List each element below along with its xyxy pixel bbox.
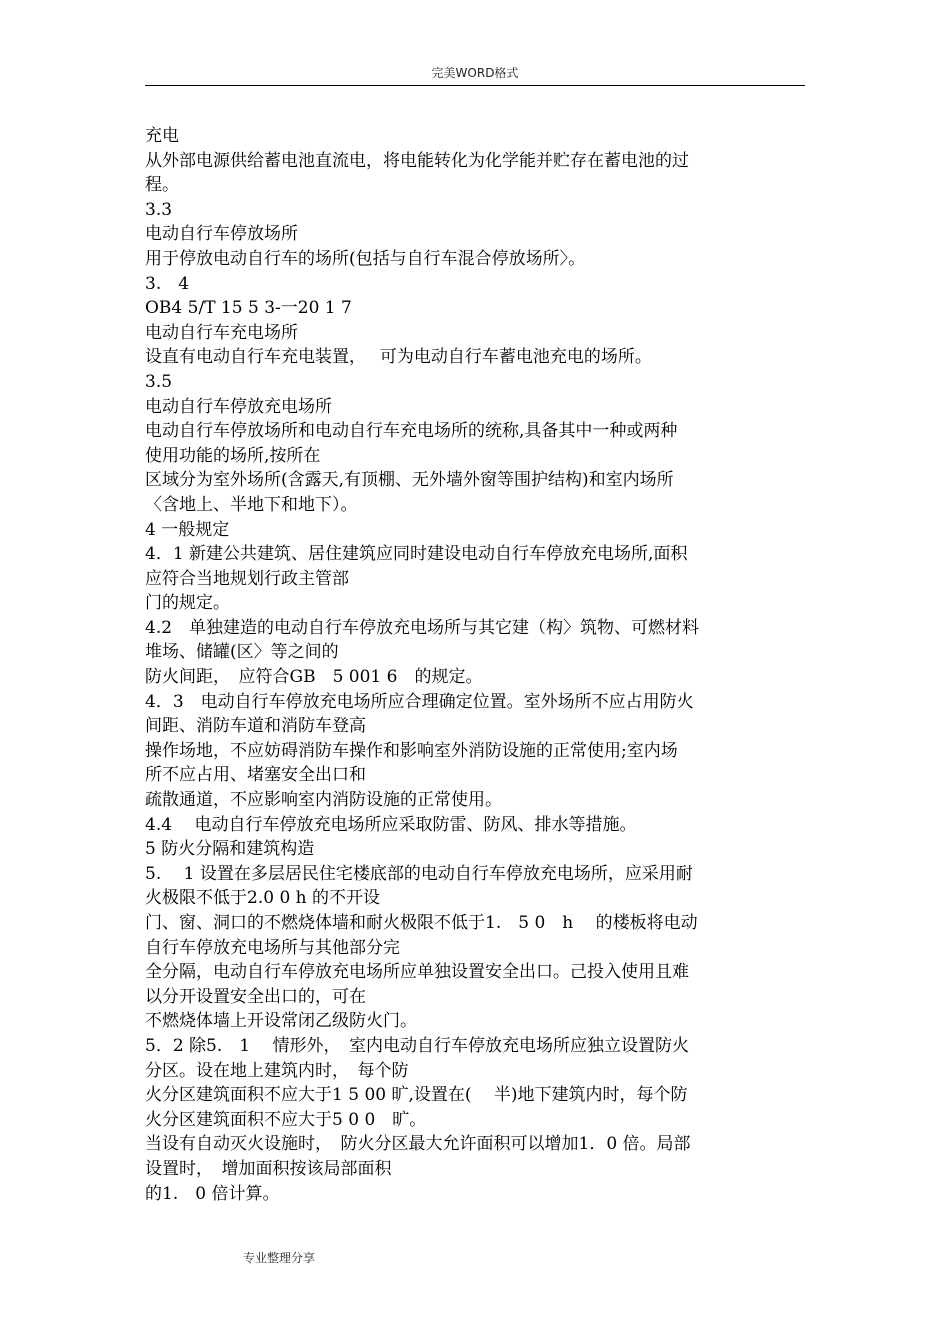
- text-line: 设直有电动自行车充电装置， 可为电动自行车蓄电池充电的场所。: [145, 347, 652, 368]
- text-line: 自行车停放充电场所与其他部分完: [145, 937, 400, 958]
- text-line: 充电: [145, 126, 179, 146]
- text-line: 5 防火分隔和建筑构造: [145, 839, 315, 860]
- header-divider: [145, 85, 805, 86]
- text-line: 4.2 单独建造的电动自行车停放充电场所与其它建（构〉筑物、可燃材料: [145, 617, 700, 638]
- text-line: 电动自行车停放充电场所: [145, 396, 332, 417]
- text-line: 程。: [145, 175, 179, 196]
- page-footer: [243, 1249, 315, 1266]
- text-line: 的1. 0 倍计算。: [145, 1183, 280, 1204]
- text-line: 设置时， 增加面积按该局部面积: [145, 1158, 392, 1179]
- text-line: 当设有自动灭火设施时， 防火分区最大允许面积可以增加1．0 倍。局部: [145, 1134, 691, 1155]
- text-line: 火极限不低于2.0 0 h 的不开设: [145, 888, 381, 909]
- text-line: 从外部电源供给蓄电池直流电，将电能转化为化学能并贮存在蓄电池的过: [145, 150, 689, 171]
- text-line: OB4 5/T 15 5 3-一20 1 7: [145, 298, 352, 319]
- text-line: 门的规定。: [145, 593, 230, 614]
- text-line: 5. 1 设置在多层居民住宅楼底部的电动自行车停放充电场所，应采用耐: [145, 863, 693, 884]
- text-line: 电动自行车停放场所和电动自行车充电场所的统称,具备其中一种或两种: [145, 421, 678, 442]
- text-line: 4．1 新建公共建筑、居住建筑应同时建设电动自行车停放充电场所,面积: [145, 544, 688, 565]
- text-line: 4.4 电动自行车停放充电场所应采取防雷、防风、排水等措施。: [145, 814, 637, 835]
- page-header: [145, 64, 805, 81]
- text-line: 操作场地，不应妨碍消防车操作和影响室外消防设施的正常使用;室内场: [145, 740, 678, 761]
- text-line: 〈含地上、半地下和地下）。: [145, 494, 358, 515]
- document-body: [145, 124, 815, 1206]
- text-line: 不燃烧体墙上开设常闭乙级防火门。: [145, 1011, 417, 1032]
- text-line: 区域分为室外场所(含露天,有顶棚、无外墙外窗等围护结构)和室内场所: [145, 470, 674, 491]
- text-line: 3.5: [145, 371, 173, 392]
- footer-text: 专业整理分享: [243, 1251, 316, 1265]
- text-line: 分区。设在地上建筑内时， 每个防: [145, 1060, 409, 1081]
- text-line: 应符合当地规划行政主管部: [145, 568, 349, 589]
- text-line: 4 一般规定: [145, 519, 230, 540]
- header-title: 完美WORD格式: [431, 66, 519, 80]
- text-line: 3. 4: [145, 273, 190, 294]
- text-line: 电动自行车充电场所: [145, 322, 298, 343]
- text-line: 疏散通道，不应影响室内消防设施的正常使用。: [145, 790, 502, 811]
- text-line: 5．2 除5. 1 情形外， 室内电动自行车停放充电场所应独立设置防火: [145, 1035, 689, 1056]
- text-line: 堆场、储罐(区〉等之间的: [145, 642, 339, 663]
- text-line: 间距、消防车道和消防车登高: [145, 716, 366, 737]
- text-line: 使用功能的场所,按所在: [145, 445, 321, 466]
- text-line: 火分区建筑面积不应大于1 5 00 旷,设置在( 半)地下建筑内时，每个防: [145, 1085, 688, 1106]
- text-line: 3.3: [145, 199, 173, 220]
- text-line: 以分开设置安全出口的，可在: [145, 986, 366, 1007]
- text-line: 门、窗、洞口的不燃烧体墙和耐火极限不低于1. 5 0 h 的楼板将电动: [145, 913, 698, 933]
- text-line: 所不应占用、堵塞安全出口和: [145, 765, 366, 786]
- text-line: 火分区建筑面积不应大于5 0 0 旷。: [145, 1109, 427, 1130]
- text-line: 全分隔，电动自行车停放充电场所应单独设置安全出口。己投入使用且难: [145, 962, 689, 983]
- text-line: 电动自行车停放场所: [145, 224, 298, 245]
- text-line: 4．3 电动自行车停放充电场所应合理确定位置。室外场所不应占用防火: [145, 691, 694, 712]
- text-line: 防火间距， 应符合GB 5 001 6 的规定。: [145, 667, 483, 688]
- text-line: 用于停放电动自行车的场所(包括与自行车混合停放场所〉。: [145, 248, 586, 269]
